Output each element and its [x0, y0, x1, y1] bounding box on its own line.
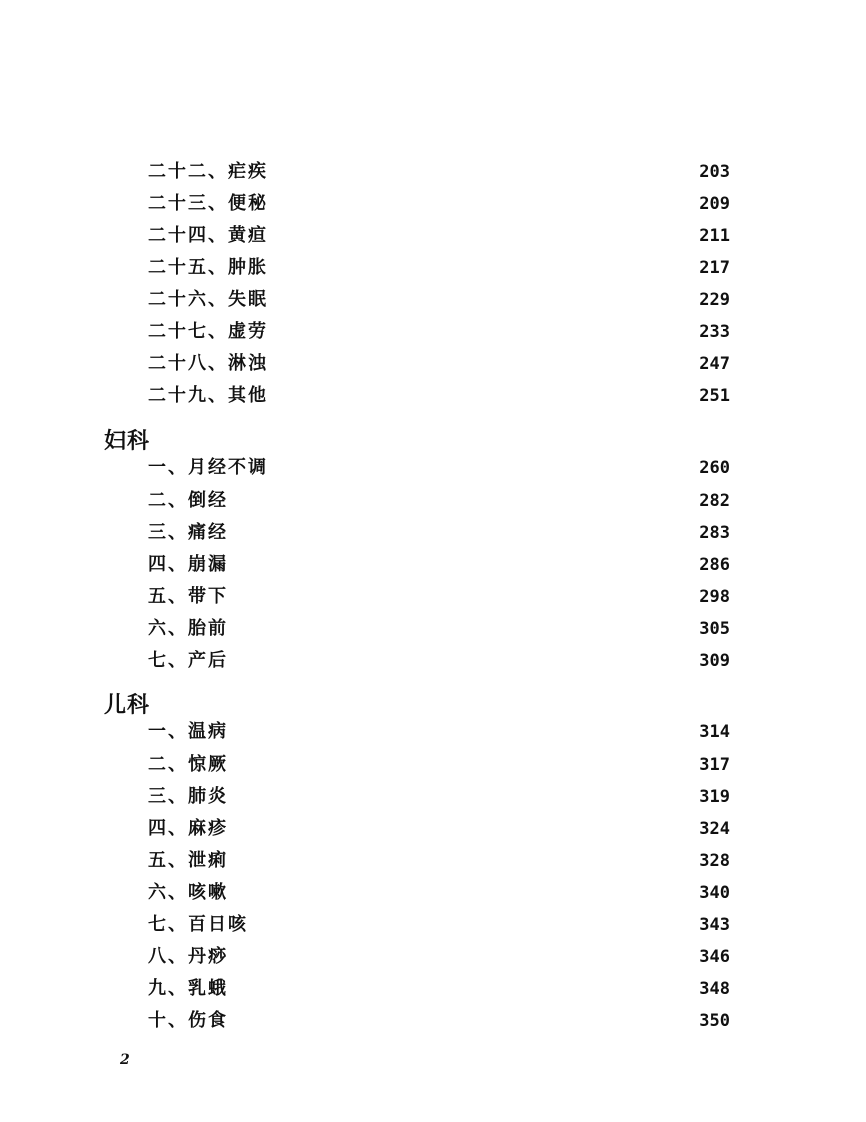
toc-entry	[148, 224, 730, 248]
section-heading-gynecology: 妇科	[104, 428, 151, 454]
toc-entry	[148, 553, 730, 577]
entry-page: 283	[699, 523, 730, 543]
dot-leader	[244, 849, 697, 873]
entry-page: 233	[699, 322, 730, 342]
entry-title: 二十四、黄疸	[148, 225, 268, 246]
toc-entry	[148, 849, 730, 873]
dot-leader	[284, 256, 697, 280]
entry-title: 一、温病	[148, 721, 228, 742]
entry-page: 229	[699, 290, 730, 310]
entry-title: 六、咳嗽	[148, 882, 228, 903]
entry-title: 八、丹痧	[148, 946, 228, 967]
entry-page: 328	[699, 851, 730, 871]
section-heading-pediatrics: 儿科	[104, 692, 151, 718]
dot-leader	[244, 649, 697, 673]
toc-entry	[148, 913, 730, 937]
toc-entry	[148, 192, 730, 216]
entry-title: 十、伤食	[148, 1010, 228, 1031]
dot-leader	[244, 817, 697, 841]
dot-leader	[244, 553, 697, 577]
entry-page: 319	[699, 787, 730, 807]
dot-leader	[244, 720, 697, 744]
dot-leader	[284, 160, 697, 184]
entry-page: 286	[699, 555, 730, 575]
dot-leader	[284, 224, 697, 248]
entry-title: 五、泄痢	[148, 850, 228, 871]
entry-title: 五、带下	[148, 586, 228, 607]
toc-entry	[148, 456, 730, 480]
dot-leader	[244, 753, 697, 777]
dot-leader	[244, 785, 697, 809]
toc-entry	[148, 320, 730, 344]
entry-page: 247	[699, 354, 730, 374]
entry-page: 209	[699, 194, 730, 214]
entry-page: 203	[699, 162, 730, 182]
entry-page: 340	[699, 883, 730, 903]
entry-title: 二、惊厥	[148, 754, 228, 775]
dot-leader	[284, 352, 697, 376]
toc-entry	[148, 785, 730, 809]
entry-title: 二十三、便秘	[148, 193, 268, 214]
entry-title: 二十五、肿胀	[148, 257, 268, 278]
entry-page: 211	[699, 226, 730, 246]
dot-leader	[244, 977, 697, 1001]
dot-leader	[244, 585, 697, 609]
entry-title: 七、产后	[148, 650, 228, 671]
entry-title: 二、倒经	[148, 490, 228, 511]
entry-title: 七、百日咳	[148, 914, 248, 935]
entry-title: 二十二、疟疾	[148, 161, 268, 182]
entry-page: 317	[699, 755, 730, 775]
dot-leader	[244, 489, 697, 513]
entry-page: 348	[699, 979, 730, 999]
dot-leader	[284, 384, 697, 408]
dot-leader	[284, 288, 697, 312]
dot-leader	[244, 881, 697, 905]
toc-entry	[148, 256, 730, 280]
entry-page: 314	[699, 722, 730, 742]
toc-entry	[148, 720, 730, 744]
dot-leader	[284, 320, 697, 344]
entry-page: 217	[699, 258, 730, 278]
entry-title: 二十八、淋浊	[148, 353, 268, 374]
dot-leader	[264, 913, 697, 937]
toc-entry	[148, 881, 730, 905]
entry-title: 三、痛经	[148, 522, 228, 543]
entry-page: 350	[699, 1011, 730, 1031]
dot-leader	[244, 521, 697, 545]
entry-title: 六、胎前	[148, 618, 228, 639]
entry-page: 305	[699, 619, 730, 639]
entry-page: 260	[699, 458, 730, 478]
dot-leader	[244, 617, 697, 641]
toc-entry	[148, 945, 730, 969]
toc-entry	[148, 384, 730, 408]
toc-entry	[148, 352, 730, 376]
toc-entry	[148, 160, 730, 184]
toc-entry	[148, 288, 730, 312]
entry-page: 309	[699, 651, 730, 671]
dot-leader	[244, 945, 697, 969]
entry-title: 三、肺炎	[148, 786, 228, 807]
entry-page: 324	[699, 819, 730, 839]
page-number: 2	[120, 1052, 130, 1068]
toc-entry	[148, 617, 730, 641]
entry-page: 282	[699, 491, 730, 511]
entry-title: 四、崩漏	[148, 554, 228, 575]
dot-leader	[284, 456, 697, 480]
toc-entry	[148, 977, 730, 1001]
toc-entry	[148, 649, 730, 673]
dot-leader	[244, 1009, 697, 1033]
toc-entry	[148, 585, 730, 609]
toc-entry	[148, 817, 730, 841]
entry-title: 二十六、失眠	[148, 289, 268, 310]
dot-leader	[284, 192, 697, 216]
entry-page: 298	[699, 587, 730, 607]
entry-title: 二十七、虚劳	[148, 321, 268, 342]
toc-entry	[148, 489, 730, 513]
entry-title: 九、乳蛾	[148, 978, 228, 999]
entry-page: 251	[699, 386, 730, 406]
entry-title: 二十九、其他	[148, 385, 268, 406]
toc-entry	[148, 1009, 730, 1033]
toc-entry	[148, 521, 730, 545]
entry-title: 一、月经不调	[148, 457, 268, 478]
entry-title: 四、麻疹	[148, 818, 228, 839]
entry-page: 346	[699, 947, 730, 967]
entry-page: 343	[699, 915, 730, 935]
toc-entry	[148, 753, 730, 777]
